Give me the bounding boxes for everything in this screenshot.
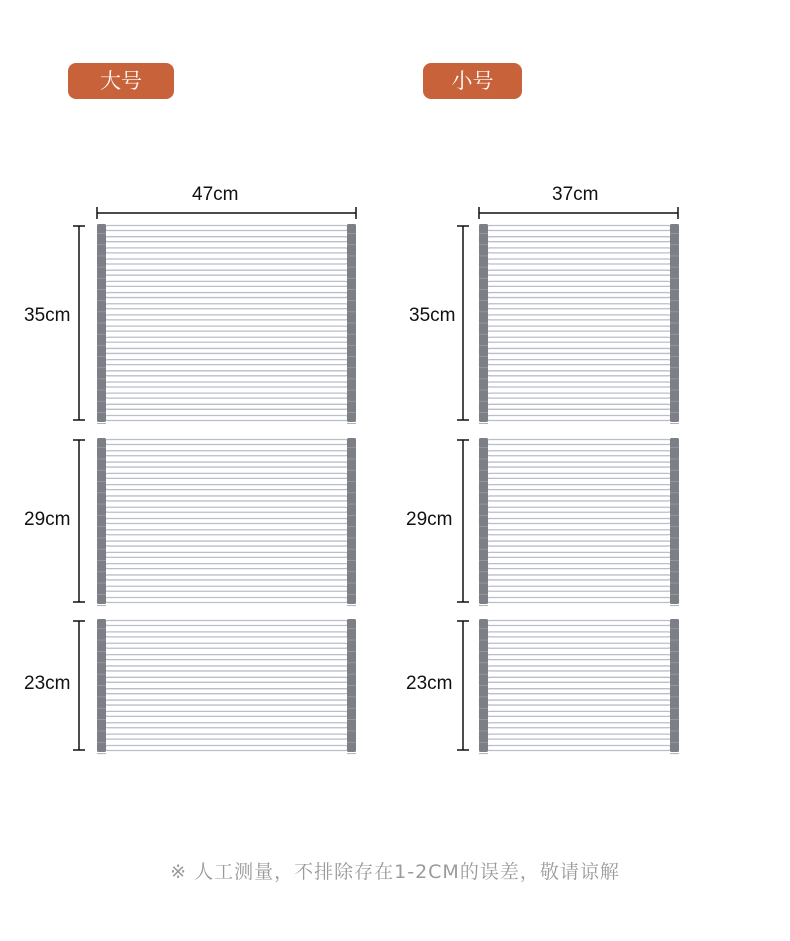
rack-large-29-left-cap [97,438,106,604]
rack-large-29-right-cap [347,438,356,604]
rack-small-35-rod [487,393,671,398]
rack-small-35-rod [487,404,671,409]
rack-large-23-rod [105,621,348,626]
rack-large-35 [73,224,356,424]
rack-large-29-rod [105,598,348,603]
rack-large-35-rod [105,248,348,253]
rack-large-23-rod [105,711,348,716]
rack-large-29-rod [105,575,348,580]
rack-large-35-rod [105,270,348,275]
rack-small-23-rod [487,689,671,694]
rack-large-23-rod [105,689,348,694]
rack-small-29-rod [487,519,671,524]
rack-small-23-rod [487,655,671,660]
width-dimension-small [479,207,678,219]
rack-large-35-rod [105,382,348,387]
rack-large-29-rod [105,440,348,445]
rack-large-23-rod [105,723,348,728]
rack-large-29-rod [105,519,348,524]
rack-small-23-rod [487,632,671,637]
rack-large-29-rod [105,473,348,478]
height-label-large-35: 35cm [24,305,71,326]
rack-large-23-rod [105,746,348,751]
rack-small-29-rod [487,541,671,546]
rack-small-35-rod [487,326,671,331]
width-label-large: 47cm [192,184,239,205]
rack-small-35-rod [487,416,671,421]
width-dimension-large [97,207,356,219]
rack-large-35-rod [105,237,348,242]
rack-small-29-rod [487,473,671,478]
rack-small-29-left-cap [479,438,488,604]
size-badge-large: 大号 [68,63,174,99]
height-label-small-23: 23cm [406,673,453,694]
rack-large-23 [73,619,356,754]
rack-large-29-rod [105,485,348,490]
rack-large-29-rod [105,496,348,501]
rack-small-23-rod [487,643,671,648]
rack-large-29 [73,438,356,606]
rack-large-23-rod [105,734,348,739]
rack-small-29-rod [487,552,671,557]
rack-small-35-rod [487,337,671,342]
rack-small-35-rod [487,360,671,365]
rack-large-35-rod [105,371,348,376]
rack-large-35-rod [105,348,348,353]
rack-large-35-rod [105,337,348,342]
rack-small-35-rod [487,270,671,275]
rack-small-29-rod [487,586,671,591]
rack-large-23-rod [105,632,348,637]
height-label-large-23: 23cm [24,673,71,694]
rack-small-35-rod [487,237,671,242]
rack-small-29-height-dimension [457,440,469,602]
rack-large-29-rod [105,507,348,512]
rack-large-35-rod [105,281,348,286]
rack-small-29-rod [487,451,671,456]
rack-small-29-rod [487,564,671,569]
height-label-small-35: 35cm [409,305,456,326]
width-label-small: 37cm [552,184,599,205]
rack-large-29-rod [105,564,348,569]
rack-small-35-rod [487,281,671,286]
rack-large-23-rod [105,677,348,682]
rack-large-29-rod [105,530,348,535]
rack-small-29-rod [487,598,671,603]
rack-small-23 [457,619,679,754]
rack-large-35-rod [105,259,348,264]
rack-large-23-rod [105,643,348,648]
rack-small-23-rod [487,734,671,739]
rack-small-35 [457,224,679,424]
rack-small-35-rod [487,226,671,231]
rack-small-23-height-dimension [457,621,469,750]
height-label-large-29: 29cm [24,509,71,530]
rack-small-29-rod [487,485,671,490]
rack-large-35-rod [105,226,348,231]
rack-small-29-rod [487,507,671,512]
rack-small-23-rod [487,666,671,671]
rack-small-23-rod [487,700,671,705]
rack-small-23-rod [487,677,671,682]
rack-large-35-rod [105,393,348,398]
rack-large-29-rod [105,451,348,456]
rack-large-23-rod [105,655,348,660]
rack-large-29-rod [105,541,348,546]
rack-large-23-height-dimension [73,621,85,750]
rack-small-35-rod [487,304,671,309]
rack-large-35-rod [105,360,348,365]
height-label-small-29: 29cm [406,509,453,530]
rack-large-35-rod [105,416,348,421]
rack-large-35-rod [105,304,348,309]
rack-small-35-rod [487,382,671,387]
rack-small-23-rod [487,723,671,728]
rack-small-29-rod [487,462,671,467]
rack-large-29-rod [105,552,348,557]
rack-small-35-rod [487,371,671,376]
rack-large-35-rod [105,315,348,320]
rack-small-29-rod [487,496,671,501]
rack-large-29-height-dimension [73,440,85,602]
rack-large-35-rod [105,293,348,298]
rack-small-35-rod [487,293,671,298]
rack-small-23-rod [487,746,671,751]
rack-small-29-rod [487,575,671,580]
rack-small-29-rod [487,440,671,445]
rack-small-35-rod [487,259,671,264]
rack-small-23-rod [487,621,671,626]
rack-large-29-rod [105,586,348,591]
rack-small-29-right-cap [670,438,679,604]
rack-small-35-rod [487,248,671,253]
rack-small-23-rod [487,711,671,716]
rack-large-23-rod [105,700,348,705]
rack-large-29-rod [105,462,348,467]
rack-small-29-rod [487,530,671,535]
rack-large-23-rod [105,666,348,671]
rack-small-35-rod [487,315,671,320]
rack-small-35-height-dimension [457,226,469,420]
rack-large-35-rod [105,326,348,331]
measurement-note: ※ 人工测量，不排除存在1-2CM的误差，敬请谅解 [170,861,620,883]
rack-large-35-height-dimension [73,226,85,420]
rack-small-35-rod [487,348,671,353]
size-badge-small: 小号 [423,63,522,99]
rack-small-29 [457,438,679,606]
rack-large-35-rod [105,404,348,409]
